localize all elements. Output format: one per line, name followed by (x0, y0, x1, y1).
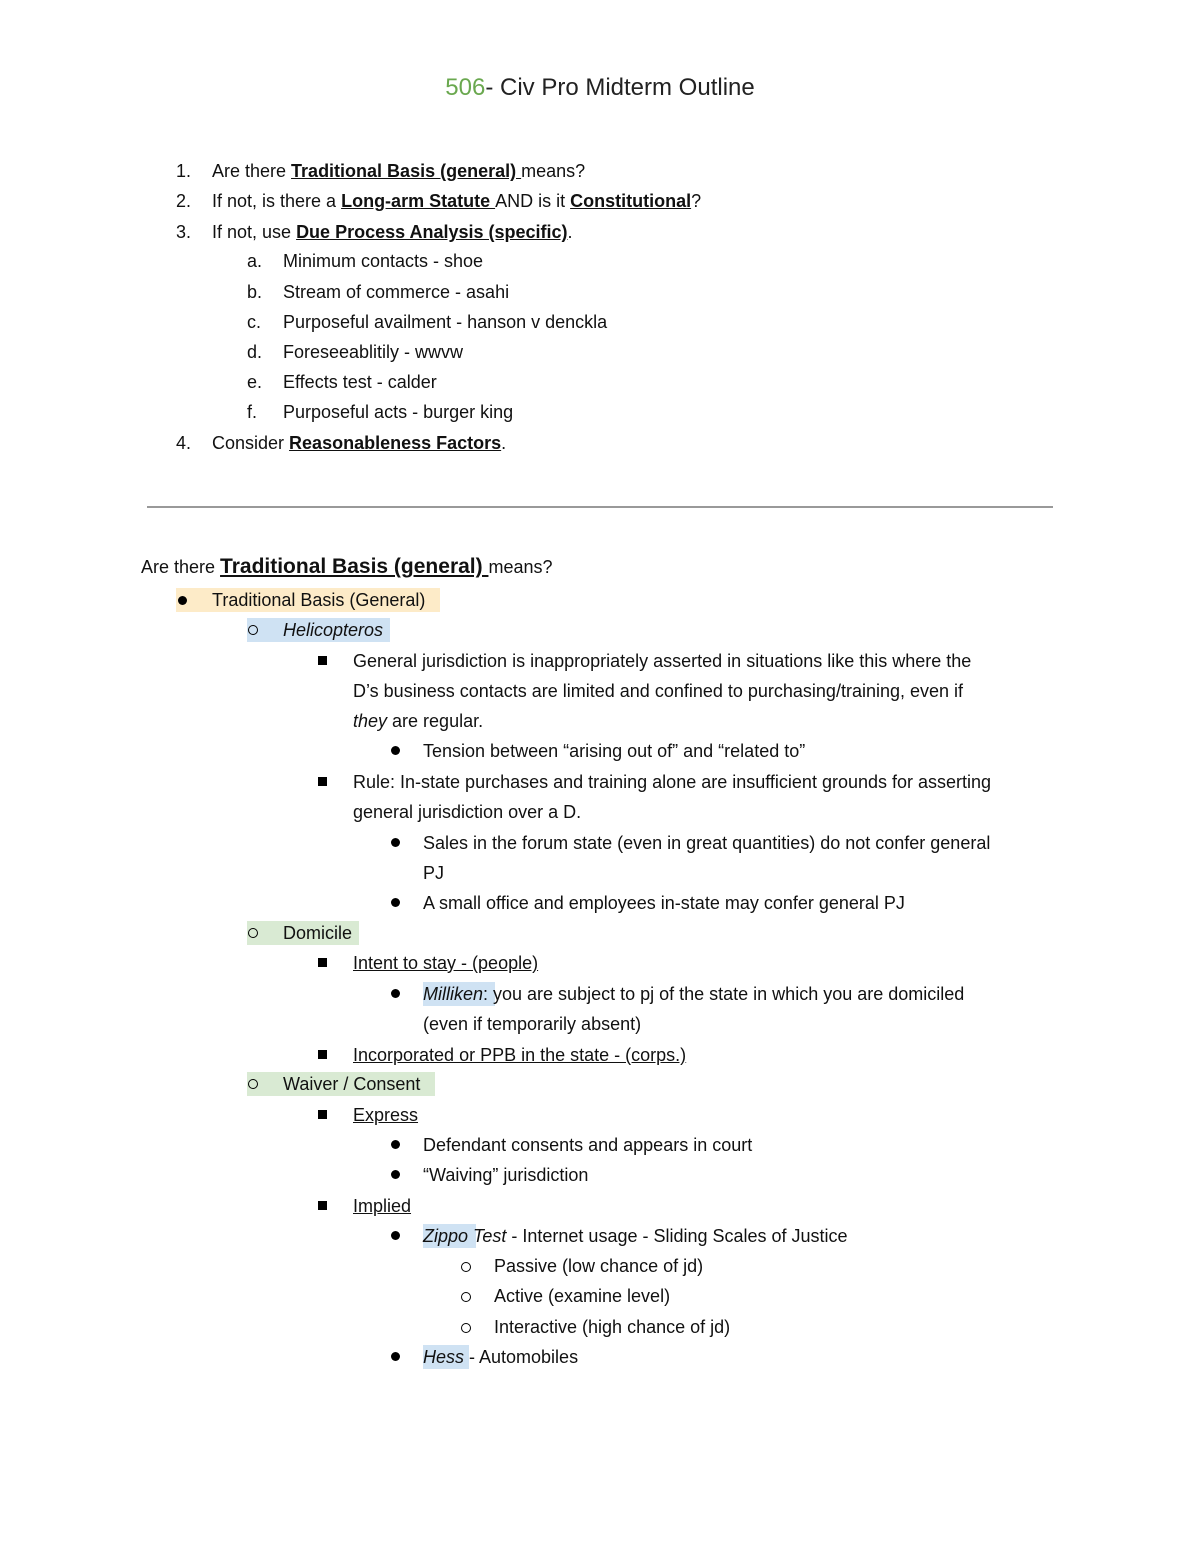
milliken-line1 (423, 983, 964, 1005)
sub-item-d: Foreseeablitily - wwvw (283, 342, 464, 362)
section-heading (141, 555, 553, 579)
sub-e-marker: e. (247, 372, 263, 392)
step-2-mid: AND is it (495, 191, 571, 211)
waiver-label: Waiver / Consent (283, 1074, 421, 1094)
square-bullet-icon (318, 1110, 327, 1119)
section-heading-suffix: means? (488, 557, 553, 577)
step-1-link[interactable]: Traditional Basis (general) (291, 161, 522, 181)
milliken-line2: (even if temporarily absent) (423, 1014, 642, 1034)
page-title (0, 74, 1200, 102)
step-3-link[interactable]: Due Process Analysis (specific) (296, 222, 568, 242)
intent-to-stay: Intent to stay - (people) (353, 953, 539, 973)
title-number: 506 (445, 74, 486, 101)
sub-item-a: Minimum contacts - shoe (283, 251, 484, 271)
step-2-link-constitutional[interactable]: Constitutional (570, 191, 692, 211)
circle-bullet-icon (461, 1323, 471, 1333)
sales-note-line2: PJ (423, 863, 445, 883)
bullet-icon (391, 898, 400, 907)
step-4 (212, 432, 506, 454)
step-4-suffix: . (501, 433, 507, 453)
sub-a-marker: a. (247, 251, 263, 271)
bullet-icon (391, 1170, 400, 1179)
zippo-passive: Passive (low chance of jd) (494, 1256, 704, 1276)
sub-item-c: Purposeful availment - hanson v denckla (283, 312, 608, 332)
sub-b-marker: b. (247, 282, 263, 302)
step-4-text: Consider (212, 433, 290, 453)
sub-item-e: Effects test - calder (283, 372, 437, 392)
helicopteros-rule-line3 (353, 710, 483, 732)
bullet-icon (391, 746, 400, 755)
circle-bullet-icon (248, 928, 258, 938)
circle-bullet-icon (461, 1262, 471, 1272)
zippo-test-word: Test (473, 1226, 507, 1246)
express-label: Express (353, 1105, 419, 1125)
hess-description: - Automobiles (469, 1347, 579, 1367)
square-bullet-icon (318, 1201, 327, 1210)
helicopteros-rule-line2: D’s business contacts are limited and confined to purchasing/training, even if (353, 681, 964, 701)
helicopteros-case: Helicopteros (283, 620, 384, 640)
bullet-icon (391, 1140, 400, 1149)
step-2 (212, 190, 701, 212)
emphasis-they: they (353, 711, 388, 731)
step-1-number: 1. (176, 161, 192, 181)
square-bullet-icon (318, 1050, 327, 1059)
bullet-icon (178, 596, 187, 605)
bullet-icon (391, 989, 400, 998)
office-note: A small office and employees in-state may confer general PJ (423, 893, 905, 913)
sub-c-marker: c. (247, 312, 262, 332)
milliken-rule: : you are subject to pj of the state in which you are domiciled (483, 984, 965, 1004)
step-1-suffix: means? (521, 161, 586, 181)
tension-note: Tension between “arising out of” and “related to” (423, 741, 806, 761)
sub-f-marker: f. (247, 402, 258, 422)
step-3 (212, 221, 573, 243)
horizontal-divider (147, 506, 1053, 508)
sub-item-b: Stream of commerce - asahi (283, 282, 510, 302)
title-text: - Civ Pro Midterm Outline (485, 74, 755, 101)
step-1-text: Are there (212, 161, 292, 181)
domicile-label: Domicile (283, 923, 353, 943)
milliken-case: Milliken (423, 984, 484, 1004)
step-3-number: 3. (176, 222, 192, 242)
bullet-icon (391, 1231, 400, 1240)
step-2-suffix: ? (691, 191, 702, 211)
implied-label: Implied (353, 1196, 412, 1216)
section-heading-prefix: Are there (141, 557, 221, 577)
rule-line2: general jurisdiction over a D. (353, 802, 582, 822)
zippo-test (423, 1225, 848, 1247)
step-2-text: If not, is there a (212, 191, 342, 211)
bullet-icon (391, 1352, 400, 1361)
express-item-2: “Waiving” jurisdiction (423, 1165, 589, 1185)
zippo-case: Zippo (423, 1226, 474, 1246)
step-2-link-longarm[interactable]: Long-arm Statute (341, 191, 496, 211)
square-bullet-icon (318, 656, 327, 665)
circle-bullet-icon (248, 1079, 258, 1089)
square-bullet-icon (318, 958, 327, 967)
sales-note-line1: Sales in the forum state (even in great quantities) do not confer general (423, 833, 991, 853)
step-3-suffix: . (567, 222, 573, 242)
hess-case: Hess (423, 1347, 470, 1367)
zippo-description: - Internet usage - Sliding Scales of Justice (506, 1226, 848, 1246)
helicopteros-rule-end: are regular. (387, 711, 484, 731)
express-item-1: Defendant consents and appears in court (423, 1135, 753, 1155)
step-1 (212, 160, 585, 182)
sub-item-f: Purposeful acts - burger king (283, 402, 514, 422)
sub-d-marker: d. (247, 342, 263, 362)
step-4-link[interactable]: Reasonableness Factors (289, 433, 502, 453)
step-2-number: 2. (176, 191, 192, 211)
zippo-interactive: Interactive (high chance of jd) (494, 1317, 731, 1337)
circle-bullet-icon (461, 1292, 471, 1302)
incorporated-note: Incorporated or PPB in the state - (corps.) (353, 1045, 687, 1065)
step-4-number: 4. (176, 433, 192, 453)
hess-item (423, 1346, 578, 1368)
bullet-icon (391, 838, 400, 847)
traditional-basis-label: Traditional Basis (General) (212, 590, 426, 610)
zippo-active: Active (examine level) (494, 1286, 671, 1306)
circle-bullet-icon (248, 625, 258, 635)
square-bullet-icon (318, 777, 327, 786)
helicopteros-rule-line1: General jurisdiction is inappropriately asserted in situations like this where the (353, 651, 972, 671)
section-heading-title: Traditional Basis (general) (220, 555, 489, 578)
rule-line1: Rule: In-state purchases and training alone are insufficient grounds for asserting (353, 772, 992, 792)
step-3-text: If not, use (212, 222, 297, 242)
